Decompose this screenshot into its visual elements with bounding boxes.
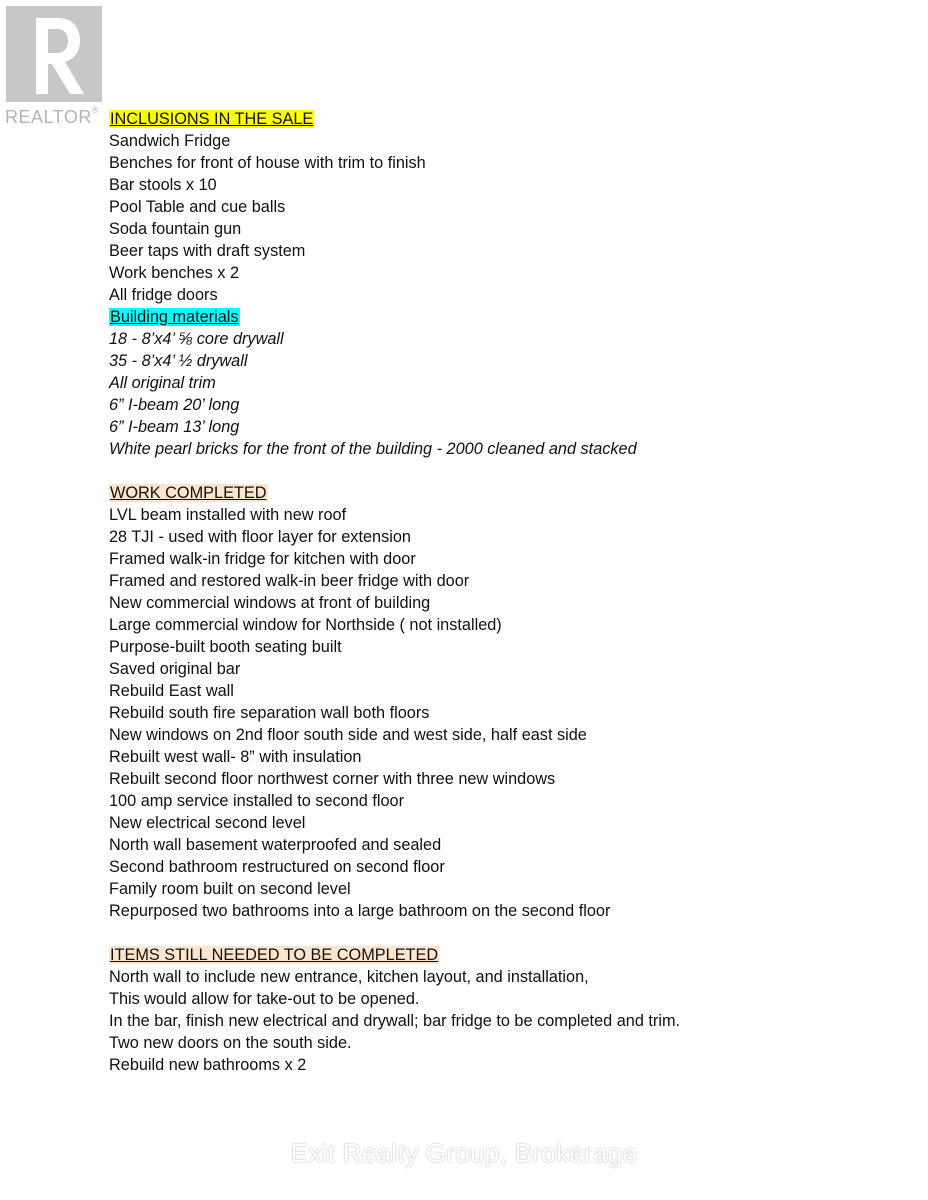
list-item: Framed walk-in fridge for kitchen with door	[109, 550, 416, 568]
list-item: In the bar, finish new electrical and drywall; bar fridge to be completed and trim.	[109, 1012, 681, 1030]
items-needed-heading: ITEMS STILL NEEDED TO BE COMPLETED	[110, 946, 439, 964]
list-item: North wall basement waterproofed and sealed	[109, 836, 442, 854]
realtor-wordmark: REALTOR®	[5, 105, 99, 127]
building-materials-heading: Building materials	[110, 308, 239, 326]
section-heading-work-completed	[109, 482, 889, 504]
list-item: 35 - 8’x4’ ½ drywall	[109, 352, 248, 370]
list-item: LVL beam installed with new roof	[109, 506, 347, 524]
work-completed-heading: WORK COMPLETED	[110, 484, 267, 502]
list-item: New commercial windows at front of building	[109, 594, 431, 612]
list-item: Beer taps with draft system	[109, 242, 306, 260]
list-item: All original trim	[109, 374, 216, 392]
inclusions-heading: INCLUSIONS IN THE SALE	[110, 110, 314, 128]
list-item: Bar stools x 10	[109, 176, 217, 194]
list-item: Rebuild south fire separation wall both floors	[109, 704, 430, 722]
list-item: Rebuild East wall	[109, 682, 234, 700]
realtor-r-icon	[6, 6, 102, 102]
list-item: New electrical second level	[109, 814, 306, 832]
document-body	[109, 108, 889, 1076]
spacer	[109, 922, 889, 944]
list-item: Repurposed two bathrooms into a large bathroom on the second floor	[109, 902, 611, 920]
list-item: Family room built on second level	[109, 880, 351, 898]
list-item: Rebuild new bathrooms x 2	[109, 1056, 307, 1074]
list-item: Pool Table and cue balls	[109, 198, 286, 216]
list-item: Work benches x 2	[109, 264, 240, 282]
list-item: New windows on 2nd floor south side and west side, half east side	[109, 726, 587, 744]
list-item: Rebuilt west wall- 8” with insulation	[109, 748, 362, 766]
spacer	[109, 460, 889, 482]
list-item: Soda fountain gun	[109, 220, 242, 238]
list-item: 18 - 8’x4’ ⅝ core drywall	[109, 330, 284, 348]
list-item: Saved original bar	[109, 660, 241, 678]
brokerage-watermark: Exit Realty Group, Brokerage	[290, 1138, 638, 1168]
list-item: North wall to include new entrance, kitchen layout, and installation,	[109, 968, 589, 986]
section-heading-items-needed	[109, 944, 889, 966]
list-item: Rebuilt second floor northwest corner with three new windows	[109, 770, 556, 788]
realtor-logo	[4, 4, 114, 128]
list-item: This would allow for take-out to be opened.	[109, 990, 420, 1008]
list-item: 6” I-beam 13’ long	[109, 418, 240, 436]
list-item: Purpose-built booth seating built	[109, 638, 342, 656]
list-item: Framed and restored walk-in beer fridge with door	[109, 572, 470, 590]
list-item: 6” I-beam 20’ long	[109, 396, 240, 414]
list-item: 100 amp service installed to second floor	[109, 792, 405, 810]
list-item: Benches for front of house with trim to finish	[109, 154, 426, 172]
list-item: Second bathroom restructured on second floor	[109, 858, 445, 876]
list-item: Large commercial window for Northside ( not installed)	[109, 616, 502, 634]
section-heading-inclusions	[109, 108, 889, 130]
list-item: Sandwich Fridge	[109, 132, 231, 150]
list-item: Two new doors on the south side.	[109, 1034, 352, 1052]
list-item: 28 TJI - used with floor layer for extension	[109, 528, 411, 546]
list-item: All fridge doors	[109, 286, 218, 304]
list-item: White pearl bricks for the front of the building - 2000 cleaned and stacked	[109, 440, 637, 458]
section-heading-building-materials	[109, 306, 889, 328]
